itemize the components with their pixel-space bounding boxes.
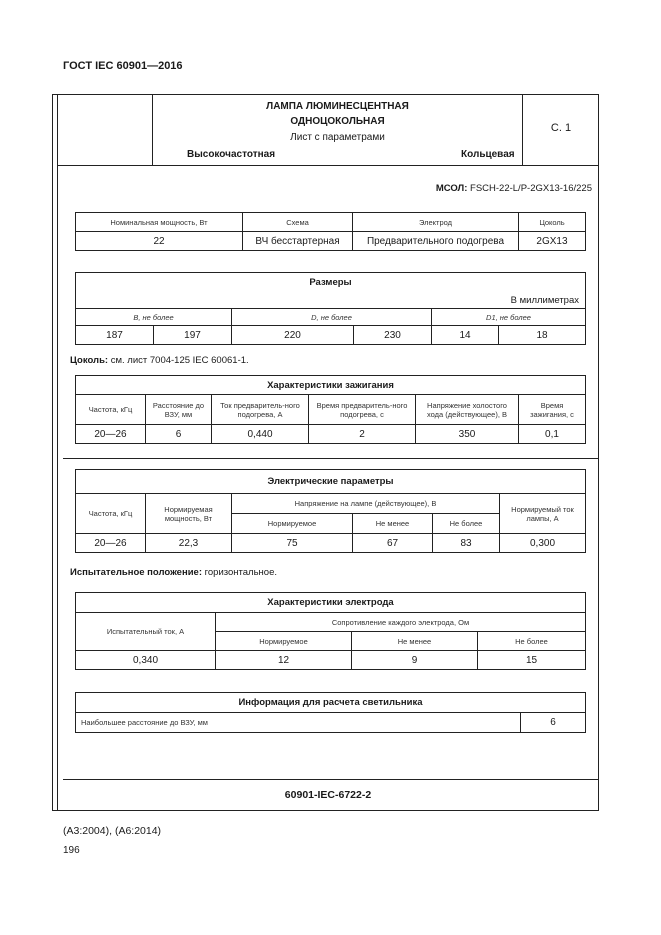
col-header: B, не более [76,309,232,326]
table-cell: 6 [146,425,212,444]
col-header: Не более [478,632,586,651]
table-cell: 14 [432,326,499,345]
table-caption: Электрические параметры [76,470,586,494]
table-cell: 0,440 [212,425,309,444]
page-code: С. 1 [550,122,572,134]
table-cell: Предварительного подогрева [353,232,519,251]
table-cell: 22,3 [146,534,232,553]
sheet-code: 60901-IEC-6722-2 [284,789,372,801]
frame-inner-line [57,94,58,811]
document-header: ГОСТ IEC 60901—2016 [63,60,183,72]
table-cell: ВЧ бесстартерная [243,232,353,251]
table-cell: 15 [478,651,586,670]
table-cell: 18 [499,326,586,345]
col-header: Время зажигания, с [519,395,586,425]
section-divider [63,458,599,459]
table-cell: 22 [76,232,243,251]
type-label-right: Кольцевая [461,149,515,160]
test-position-text: горизонтальное. [204,567,278,578]
lamp-title-line2: ОДНОЦОКОЛЬНАЯ [290,116,385,127]
col-header: Ток предваритель-ного подогрева, А [212,395,309,425]
lamp-title [152,99,523,129]
col-header: D, не более [232,309,432,326]
table-cell: 0,300 [500,534,586,553]
col-header: D1, не более [432,309,586,326]
col-header: Сопротивление каждого электрода, Ом [216,613,586,632]
col-header: Частота, кГц [76,494,146,534]
cap-note [70,355,249,366]
col-header: Испытательный ток, А [76,613,216,651]
col-header: Не более [433,514,500,534]
units-note: В миллиметрах [76,293,586,309]
general-table [75,212,586,251]
col-header: Нормируемый ток лампы, А [500,494,586,534]
amendments-note: (А3:2004), (А6:2014) [63,825,162,837]
type-label-left: Высокочастотная [187,149,276,160]
table-caption: Характеристики электрода [76,593,586,613]
table-cell: 12 [216,651,352,670]
table-cell: 0,340 [76,651,216,670]
table-caption: Информация для расчета светильника [76,693,586,713]
table-caption: Размеры [76,273,586,293]
col-header: Нормируемая мощность, Вт [146,494,232,534]
table-cell: 187 [76,326,154,345]
col-header: Номинальная мощность, Вт [76,213,243,232]
table-cell: 20—26 [76,425,146,444]
luminaire-table [75,692,586,733]
table-cell: 20—26 [76,534,146,553]
col-header: Напряжение холостого хода (действующее), В [416,395,519,425]
table-cell: 0,1 [519,425,586,444]
msol-value: FSCH-22-L/P-2GX13-16/225 [470,183,592,194]
table-cell: 9 [352,651,478,670]
table-cell: 230 [354,326,432,345]
table-cell: 83 [433,534,500,553]
page-number: 196 [63,845,80,856]
cap-note-text: см. лист 7004-125 IEC 60061-1. [110,355,249,366]
col-header: Частота, кГц [76,395,146,425]
table-cell: 197 [154,326,232,345]
table-cell: 75 [232,534,353,553]
lamp-title-line1: ЛАМПА ЛЮМИНЕСЦЕНТНАЯ [266,101,409,112]
col-header: Цоколь [519,213,586,232]
test-position-note [70,567,277,578]
col-header: Нормируемое [216,632,352,651]
msol-line [380,183,592,194]
luminaire-label: Наибольшее расстояние до ВЗУ, мм [76,713,521,733]
test-position-label: Испытательное положение: [70,567,202,578]
table-cell: 220 [232,326,354,345]
electrical-table [75,469,586,553]
table-cell: 2 [309,425,416,444]
col-header: Нормируемое [232,514,353,534]
col-header: Время предваритель-ного подогрева, с [309,395,416,425]
col-header: Не менее [352,632,478,651]
col-header: Расстояние до ВЗУ, мм [146,395,212,425]
electrode-table [75,592,586,670]
footer-divider [63,779,599,780]
table-cell: 2GX13 [519,232,586,251]
col-header: Схема [243,213,353,232]
table-cell: 67 [353,534,433,553]
cap-note-label: Цоколь: [70,355,109,366]
col-header: Электрод [353,213,519,232]
ignition-table [75,375,586,444]
col-header: Не менее [353,514,433,534]
sheet-subtitle: Лист с параметрами [290,132,385,143]
table-caption: Характеристики зажигания [76,376,586,395]
table-cell: 350 [416,425,519,444]
title-divider [57,165,599,166]
dimensions-table [75,272,586,345]
luminaire-value: 6 [521,713,586,733]
msol-label: МСОЛ: [435,183,468,194]
col-header: Напряжение на лампе (действующее), В [232,494,500,514]
